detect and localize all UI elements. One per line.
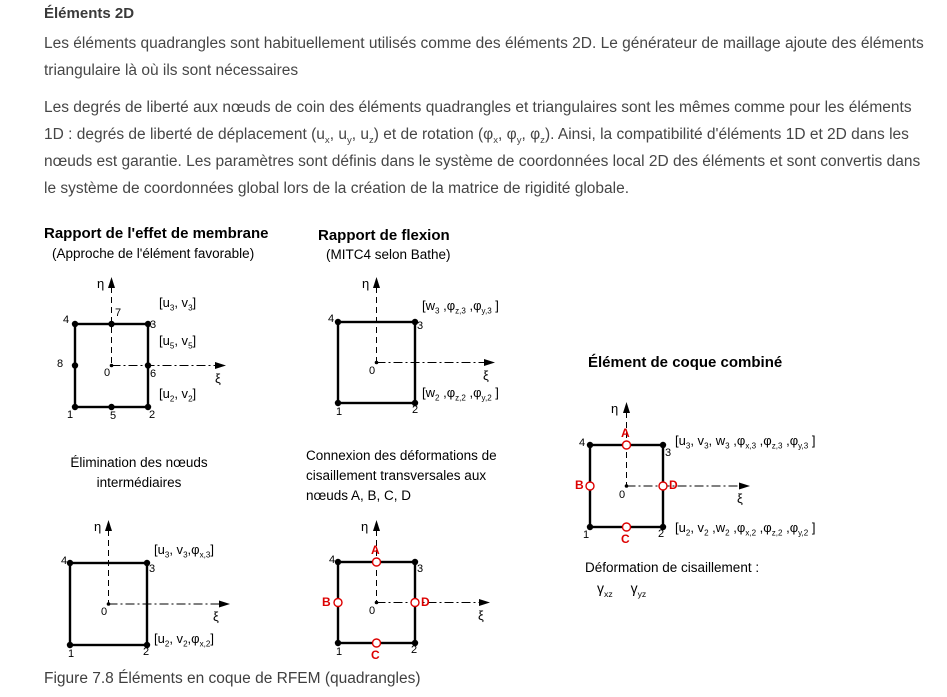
node-label: 8 bbox=[57, 358, 64, 370]
midnode-letter-d: D bbox=[669, 478, 678, 492]
combined-diagram bbox=[565, 390, 945, 560]
node-label: 3 bbox=[665, 447, 672, 459]
membrane-subtitle: (Approche de l'élément favorable) bbox=[52, 246, 255, 261]
midnode-letter-a: A bbox=[621, 426, 630, 440]
node-label: 3 bbox=[150, 319, 157, 331]
flexion-subtitle: (MITC4 selon Bathe) bbox=[326, 247, 451, 262]
node-label: 1 bbox=[68, 648, 75, 660]
node-label: 4 bbox=[329, 554, 336, 566]
node-label: 3 bbox=[417, 563, 424, 575]
eta-axis-label: η bbox=[362, 276, 370, 291]
xi-axis-label: ξ bbox=[213, 609, 219, 624]
node-label: 4 bbox=[61, 555, 68, 567]
node-label: 6 bbox=[150, 368, 157, 380]
dof-label: [$u_3$, $v_3$] bbox=[159, 295, 197, 313]
xi-axis-label: ξ bbox=[478, 608, 484, 623]
section-heading: Éléments 2D bbox=[44, 5, 135, 22]
xi-axis-label: ξ bbox=[483, 368, 489, 383]
node-label: 7 bbox=[115, 307, 122, 319]
gamma-xz: $\gamma_{xz}$ bbox=[597, 580, 613, 599]
midnode-letter-c: C bbox=[621, 532, 630, 546]
node-label: 2 bbox=[658, 528, 665, 540]
eta-axis-label: η bbox=[611, 401, 619, 416]
elimination-title: Élimination des nœuds intermédiaires bbox=[70, 455, 208, 490]
node-label: 2 bbox=[149, 409, 156, 421]
shear-deformation-terms bbox=[597, 580, 660, 599]
dof-label: [$u_3$, $v_3$, $w_3$ $,\varphi_{x,3}$ $,\varphi_{z,3}$ $,\varphi_{y,3}$ ] bbox=[675, 433, 816, 451]
node-label: 3 bbox=[417, 320, 424, 332]
node-label: 0 bbox=[369, 605, 376, 617]
eta-axis-label: η bbox=[97, 276, 105, 291]
connexion-element-drawing bbox=[320, 518, 590, 683]
node-label: 4 bbox=[63, 314, 70, 326]
elimination-diagram bbox=[55, 518, 305, 683]
paragraph-2: Les degrés de liberté aux nœuds de coin des éléments quadrangles et triangulaires sont les mêmes comme pour les éléments 1D : degrés de liberté de déplacement ($u_x$, $u_y$, $u_z$) et de rotation ($\varphi_x$, $\varphi_y$, $\varphi_z$). Ainsi, la compatibilité d'éléments 1D et 2D dans les nœuds est garantie. Les paramètres sont définis dans le système de coordonnées local 2D des éléments et sont convertis dans le système de coordonnées global lors de la création de la matrice de rigidité globale. bbox=[44, 99, 921, 197]
node-label: 0 bbox=[101, 606, 108, 618]
midnode-letter-a: A bbox=[371, 543, 380, 557]
combined-title: Élément de coque combiné bbox=[588, 354, 783, 371]
node-label: 2 bbox=[143, 646, 150, 658]
dof-label: [$u_3$, $v_3,\varphi_{x,3}$] bbox=[154, 542, 214, 560]
membrane-diagram bbox=[55, 275, 295, 425]
eta-axis-label: η bbox=[94, 519, 102, 534]
midnode-letter-b: B bbox=[575, 478, 584, 492]
dof-label: [$u_2$, $v_2$ $,w_2$ $,\varphi_{x,2}$ $,\varphi_{z,2}$ $,\varphi_{y,2}$ ] bbox=[675, 520, 816, 538]
node-label: 0 bbox=[104, 367, 111, 379]
node-label: 2 bbox=[412, 404, 419, 416]
node-label: 1 bbox=[67, 409, 74, 421]
flexion-title: Rapport de flexion bbox=[318, 227, 450, 244]
figure-caption: Figure 7.8 Éléments en coque de RFEM (quadrangles) bbox=[44, 670, 421, 687]
midnode-letter-b: B bbox=[322, 595, 331, 609]
node-label: 1 bbox=[336, 646, 343, 658]
midnode-letter-c: C bbox=[371, 648, 380, 662]
node-label: 4 bbox=[579, 437, 586, 449]
xi-axis-label: ξ bbox=[215, 371, 221, 386]
node-label: 3 bbox=[149, 563, 156, 575]
node-label: 1 bbox=[583, 529, 590, 541]
dof-label: [$u_5$, $v_5$] bbox=[159, 333, 197, 351]
node-label: 0 bbox=[619, 489, 626, 501]
paragraph-1: Les éléments quadrangles sont habituellement utilisés comme des éléments 2D. Le générateur de maillage ajoute des éléments triangulaire là où ils sont nécessaires bbox=[44, 35, 924, 79]
dof-label: [$w_2$ $,\varphi_{z,2}$ $,\varphi_{y,2}$ ] bbox=[422, 385, 499, 403]
dof-label: [$w_3$ $,\varphi_{z,3}$ $,\varphi_{y,3}$ ] bbox=[422, 298, 499, 316]
shear-deformation-title: Déformation de cisaillement : bbox=[585, 560, 760, 575]
eta-axis-label: η bbox=[361, 519, 369, 534]
xi-axis-label: ξ bbox=[737, 491, 743, 506]
node-label: 0 bbox=[369, 365, 376, 377]
node-label: 4 bbox=[328, 313, 335, 325]
node-label: 1 bbox=[336, 406, 343, 418]
dof-label: [$u_2$, $v_2$] bbox=[159, 386, 197, 404]
dof-label: [$u_2$, $v_2,\varphi_{x,2}$] bbox=[154, 631, 214, 649]
connexion-title: Connexion des déformations de cisaillement transversales aux nœuds A, B, C, D bbox=[306, 448, 497, 503]
node-label: 5 bbox=[110, 410, 117, 422]
node-label: 2 bbox=[411, 644, 418, 656]
gamma-yz: $\gamma_{yz}$ bbox=[630, 580, 647, 599]
midnode-letter-d: D bbox=[421, 595, 430, 609]
membrane-title: Rapport de l'effet de membrane bbox=[44, 225, 269, 242]
flexion-diagram bbox=[315, 275, 575, 425]
connexion-diagram bbox=[320, 518, 590, 683]
